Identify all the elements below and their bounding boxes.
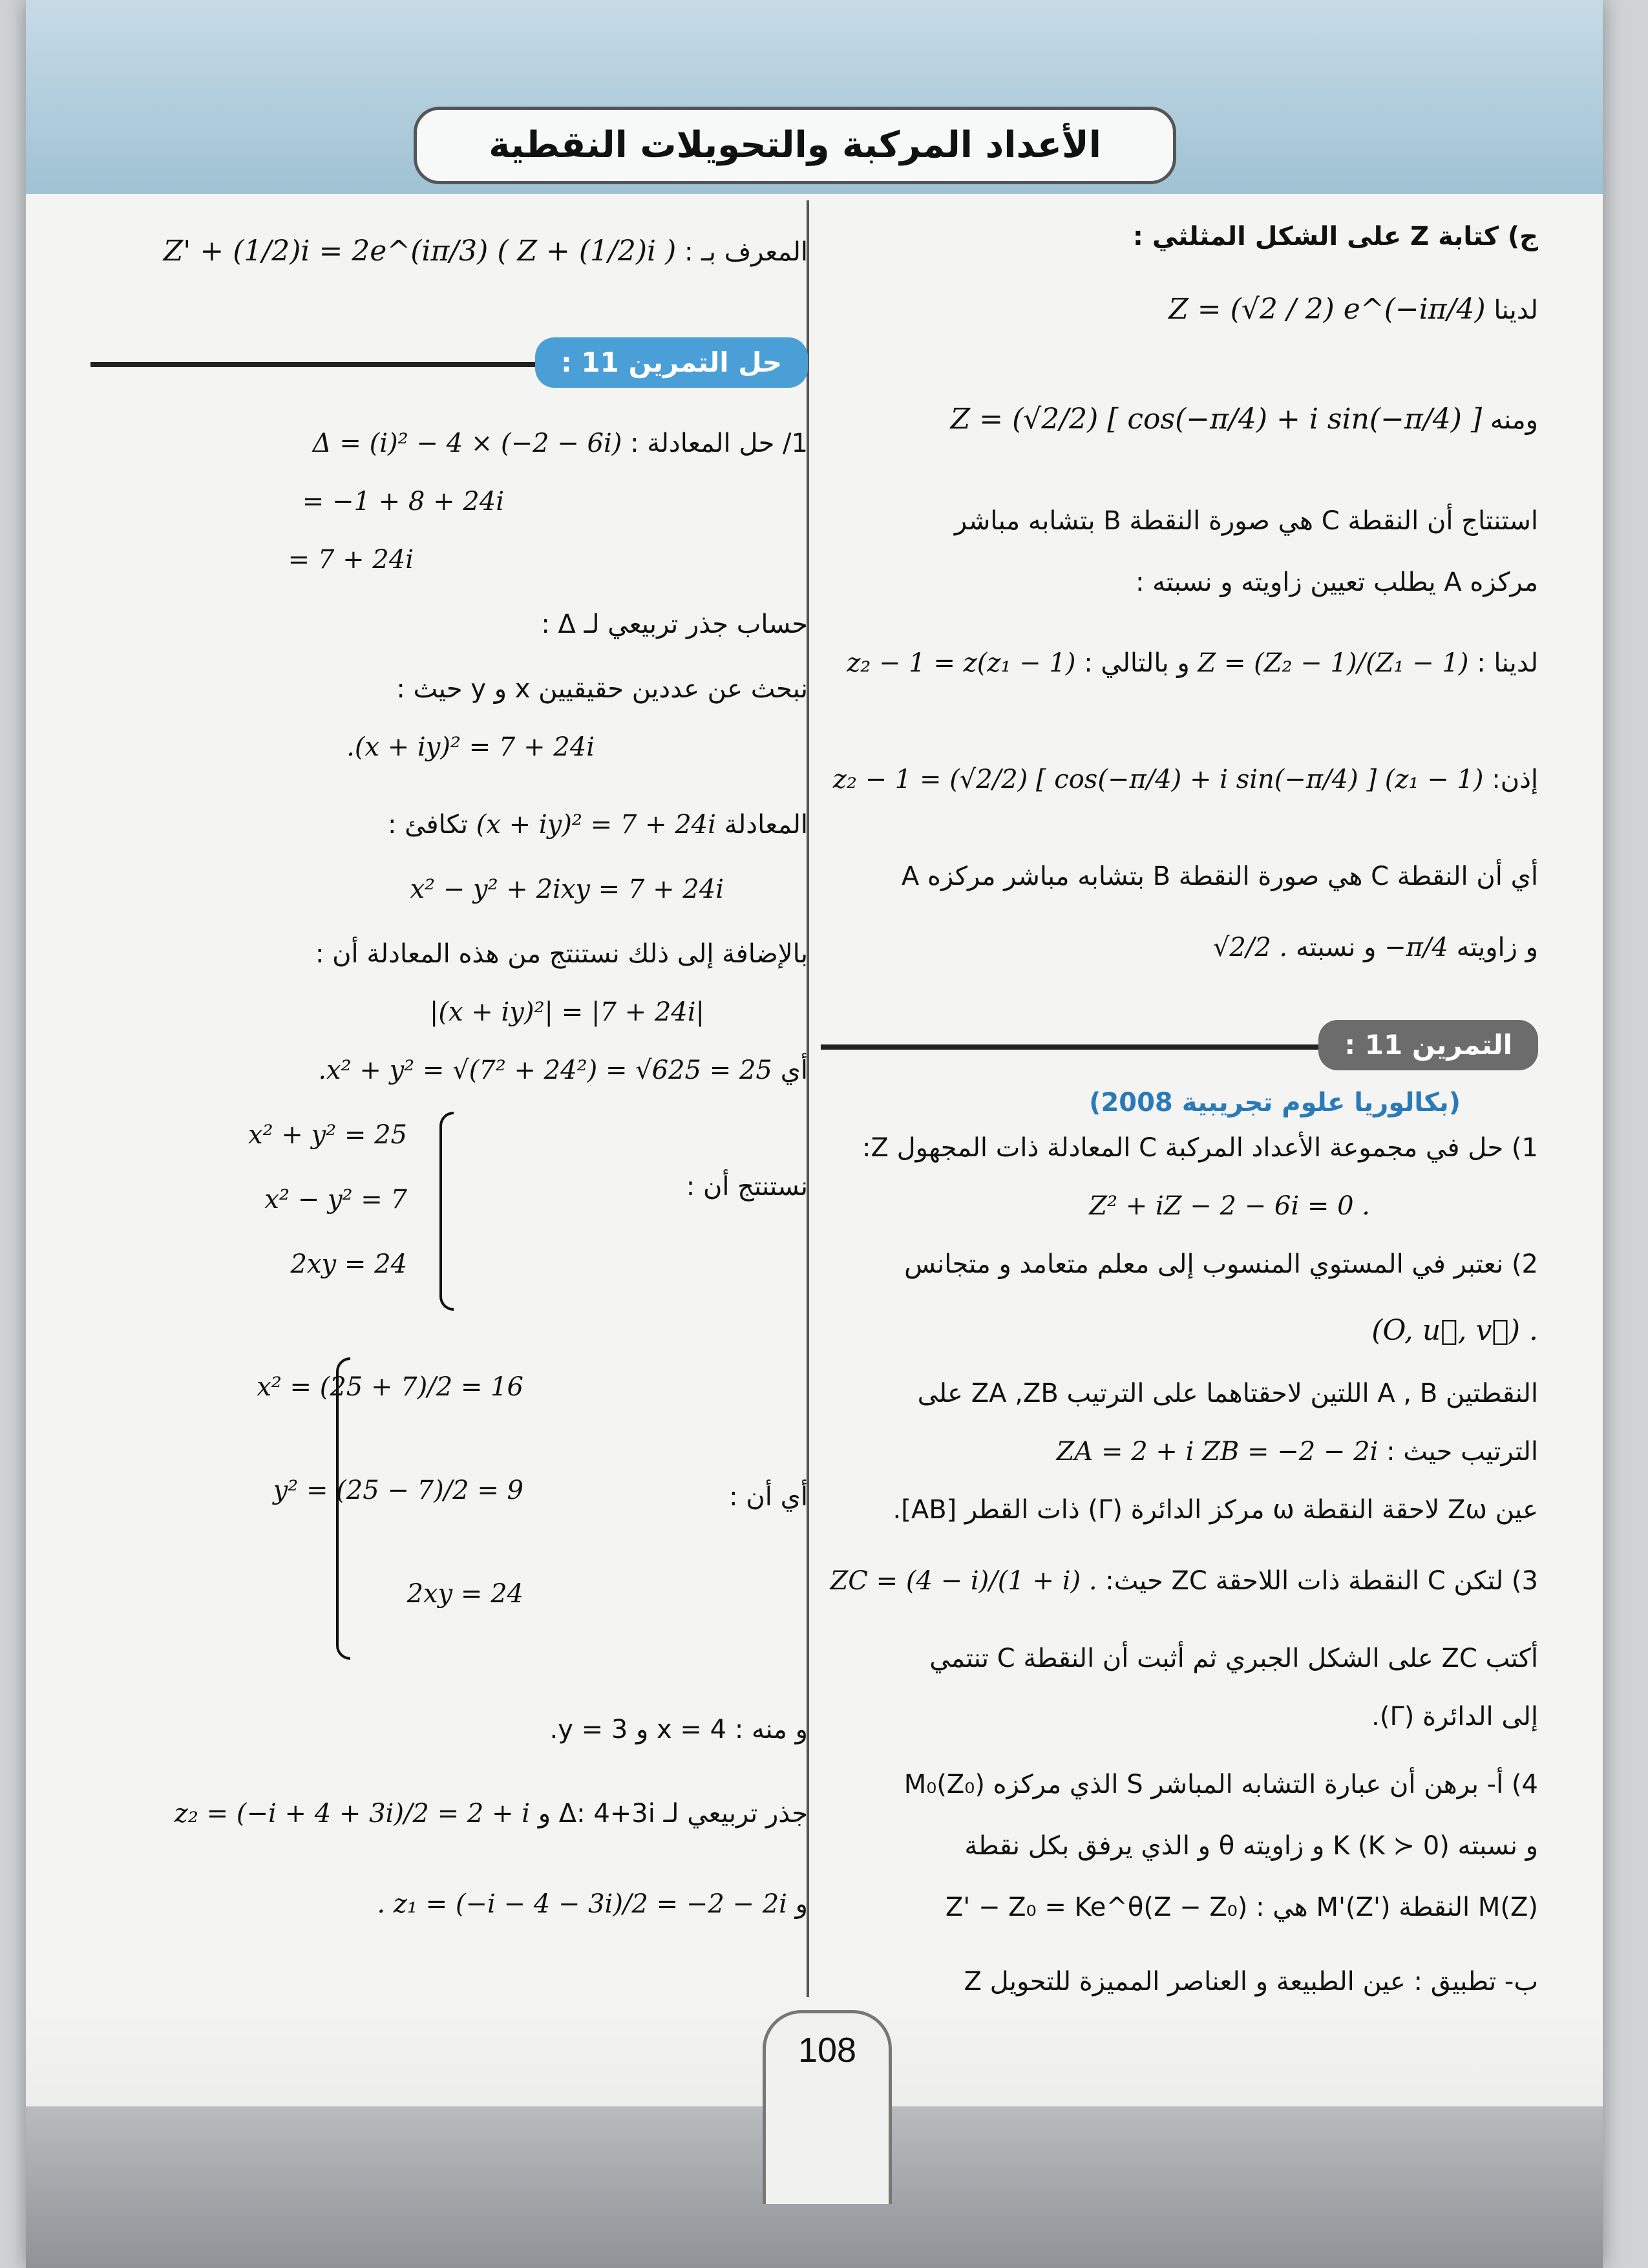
l-math: .x² + y² = √(7² + 24²) = √625 = 25 [318,1055,772,1085]
s5: نبحث عن عددين حقيقيين x و y حيث : [396,674,808,704]
s14: و منه : x = 4 و y = 3. [549,1715,808,1744]
l-text: تكافئ : [387,810,469,840]
l-math: z₂ = (−i + 4 + 3i)/2 = 2 + i [174,1799,531,1828]
exercise-source: (بكالوريا علوم تجريبية 2008) [1089,1088,1461,1118]
q1: 1) حل في مجموعة الأعداد المركبة C المعادلة ذات المجهول Z: [862,1133,1538,1163]
r-text: و بالتالي : [1084,648,1190,678]
s15 [90,1797,808,1830]
s6 [90,730,595,764]
r-line-7 [821,763,1538,796]
q2c [821,1435,1538,1468]
s7 [90,808,808,842]
r-math: Z = (√2 / 2) e^(−iπ/4) [1168,293,1486,326]
exercise-title: التمرين 11 : [1318,1020,1538,1070]
r-text: لدينا [1494,295,1538,325]
s11 [90,1054,808,1087]
s16 [90,1887,808,1921]
q4d: ب- تطبيق : عين الطبيعة و العناصر المميزة للتحويل Z [964,1967,1538,1997]
q3c: إلى الدائرة (Γ). [1371,1702,1538,1732]
l-math: = −1 + 8 + 24i [302,487,504,516]
r-text: ومنه [1490,405,1538,435]
q2b: النقطتين A , B اللتين لاحقتاهما على الترتيب ZA ,ZB على [917,1379,1538,1408]
r-math: (O, u⃗, v⃗) . [1371,1314,1538,1347]
s9: بالإضافة إلى ذلك نستنتج من هذه المعادلة أن : [315,939,808,969]
sys1-row [90,1247,407,1281]
l-math: x² − y² = 7 [264,1185,407,1214]
l-math: 2xy = 24 [407,1579,523,1609]
r-text: و زاويته [1456,933,1538,962]
r-text: و نسبته [1295,933,1377,962]
r-text: إذن: [1492,765,1538,794]
l-text: 1/ حل المعادلة : [630,429,808,458]
s3 [90,543,414,577]
l-math: x² − y² + 2ixy = 7 + 24i [410,874,724,904]
l-line-1 [90,233,808,270]
s1 [90,427,808,460]
solution-title: حل التمرين 11 : [535,337,808,388]
l-math: Δ = (i)² − 4 × (−2 − 6i) [312,429,622,458]
l-math: |(x + iy)²| = |7 + 24i| [429,997,704,1027]
s10 [90,995,704,1029]
s8 [90,873,724,906]
r-text: الترتيب حيث : [1386,1437,1538,1467]
sys2-row [90,1474,523,1507]
s12-label: نستنتج أن : [686,1172,808,1202]
q1-math [821,1189,1370,1223]
r-line-8: أي أن النقطة C هي صورة النقطة B بتشابه مباشر مركزه A [901,862,1538,891]
q3b: أكتب ZC على الشكل الجبري ثم أثبت أن النقطة C تنتمي [929,1644,1538,1673]
r-math: Z² + iZ − 2 − 6i = 0 . [1089,1191,1370,1221]
system-brace [439,1112,454,1311]
r-math: z₂ − 1 = (√2/2) [ cos(−π/4) + i sin(−π/4) ] (z₁ − 1) [832,765,1484,794]
l-math: .(x + iy)² = 7 + 24i [346,732,595,762]
r-math: ZA = 2 + i ZB = −2 − 2i [1056,1437,1379,1467]
l-math: = 7 + 24i [288,545,414,575]
q4b: و نسبته K (K ≻ 0) و زاويته θ و الذي يرفق بكل نقطة [964,1831,1538,1861]
sys2-row [90,1577,523,1611]
r-text: لدينا : [1477,648,1538,678]
r-math: ZC = (4 − i)/(1 + i) . [830,1566,1097,1596]
page-title: الأعداد المركبة والتحويلات النقطية [414,107,1176,184]
r-math: Z = (√2/2) [ cos(−π/4) + i sin(−π/4) ] [950,403,1483,436]
l-math: Z' + (1/2)i = 2e^(iπ/3) ( Z + (1/2)i ) [163,235,677,268]
q3 [821,1564,1538,1598]
r-line-9 [821,931,1538,964]
sys1-row [90,1183,407,1216]
l-math: (x + iy)² = 7 + 24i [476,810,716,840]
r-line-3 [821,401,1538,438]
r-math: √2/2 . [1212,933,1288,962]
r-math: z₂ − 1 = z(z₁ − 1) [847,648,1076,678]
r-line-5: مركزه A يطلب تعيين زاويته و نسبته : [1135,567,1538,597]
sys2-row [90,1370,523,1404]
l-text: أي [780,1055,808,1085]
q4c: M(Z) النقطة M'(Z') هي : Z' − Z₀ = Ke^θ(Z − Z₀) [945,1892,1538,1922]
l-math: 2xy = 24 [290,1249,407,1279]
q2: 2) نعتبر في المستوي المنسوب إلى معلم متعامد و متجانس [904,1249,1538,1279]
s4: حساب جذر تربيعي لـ Δ : [541,609,808,639]
r-math: Z = (Z₂ − 1)/(Z₁ − 1) [1198,648,1469,678]
l-text: جذر تربيعي لـ Δ: 4+3i و [538,1799,808,1828]
l-math: y² = (25 − 7)/2 = 9 [273,1476,523,1505]
s2 [90,485,504,518]
r-line-1: ج) كتابة Z على الشكل المثلثي : [1132,222,1538,251]
r-math: −π/4 [1384,933,1448,962]
r-text: 3) لتكن C النقطة ذات اللاحقة ZC حيث: [1105,1566,1538,1596]
q2-math [821,1312,1538,1349]
l-math: x² + y² = 25 [248,1120,407,1150]
page-number: 108 [763,2010,892,2204]
q2d: عين Zω لاحقة النقطة ω مركز الدائرة (Γ) ذات القطر [AB]. [893,1495,1538,1525]
page [26,0,1603,2268]
r-line-6 [821,646,1538,680]
section-separator [90,362,595,367]
l-text: و [795,1889,808,1919]
sys1-row [90,1118,407,1152]
l-math: x² = (25 + 7)/2 = 16 [257,1372,523,1402]
l-text: المعرف بـ : [684,237,808,267]
s13-label: أي أن : [729,1482,808,1512]
l-text: المعادلة [724,810,808,840]
q4: 4) أ- برهن أن عبارة التشابه المباشر S الذي مركزه M₀(Z₀) [903,1770,1538,1799]
l-math: . z₁ = (−i − 4 − 3i)/2 = −2 − 2i [377,1889,787,1919]
r-line-4: استنتاج أن النقطة C هي صورة النقطة B بتشابه مباشر [954,506,1538,536]
section-separator [821,1044,1351,1050]
r-line-2 [821,291,1538,328]
